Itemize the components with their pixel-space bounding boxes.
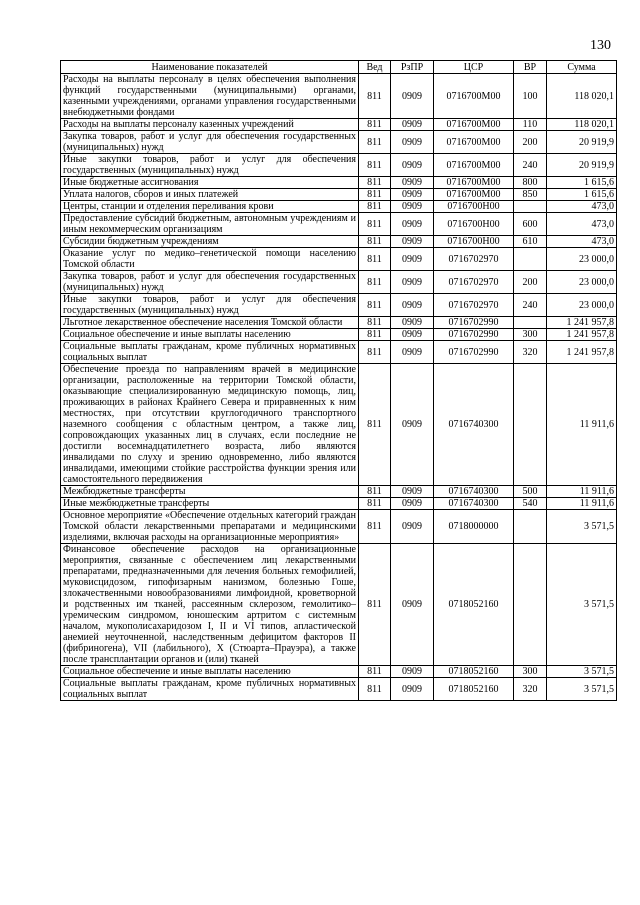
cell-name: Обеспечение проезда по направлениям врачей в медицинские организации, расположенные на территории Томской области, оказывающие специализированную медицинскую помощь, лиц, проживающих в районах Крайнего Севера и приравненных к ним местностях, при отсутствии круглогодичного транспортного наземного сообщения с областным центром, а также лиц, сопровождающих указанных лиц в случаях, если последние не достигли восемнадцатилетнего возраста, либо являются инвалидами по слуху и зрению одновременно, либо являются инвалидами, имеющими стойкие расстройства функции зрения или самостоятельного передвижения	[61, 364, 359, 486]
cell-rzpr: 0909	[391, 119, 434, 131]
cell-name: Социальные выплаты гражданам, кроме публичных нормативных социальных выплат	[61, 678, 359, 701]
cell-name: Уплата налогов, сборов и иных платежей	[61, 189, 359, 201]
cell-rzpr: 0909	[391, 201, 434, 213]
cell-rzpr: 0909	[391, 329, 434, 341]
cell-csr: 0716700М00	[434, 74, 514, 119]
table-row	[61, 678, 617, 701]
cell-ved: 811	[359, 201, 391, 213]
cell-vr: 600	[514, 213, 547, 236]
cell-sum: 23 000,0	[547, 248, 617, 271]
cell-name: Льготное лекарственное обеспечение населения Томской области	[61, 317, 359, 329]
cell-sum: 23 000,0	[547, 271, 617, 294]
cell-ved: 811	[359, 131, 391, 154]
cell-ved: 811	[359, 189, 391, 201]
table-row	[61, 131, 617, 154]
cell-sum: 3 571,5	[547, 678, 617, 701]
cell-ved: 811	[359, 213, 391, 236]
cell-rzpr: 0909	[391, 678, 434, 701]
cell-sum: 11 911,6	[547, 364, 617, 486]
table-row	[61, 271, 617, 294]
cell-rzpr: 0909	[391, 131, 434, 154]
cell-sum: 11 911,6	[547, 486, 617, 498]
table-row	[61, 317, 617, 329]
page-number: 130	[590, 38, 611, 53]
cell-rzpr: 0909	[391, 341, 434, 364]
cell-rzpr: 0909	[391, 177, 434, 189]
cell-name: Иные межбюджетные трансферты	[61, 498, 359, 510]
table-row	[61, 329, 617, 341]
cell-sum: 20 919,9	[547, 131, 617, 154]
cell-rzpr: 0909	[391, 486, 434, 498]
table-row	[61, 213, 617, 236]
cell-ved: 811	[359, 510, 391, 544]
cell-rzpr: 0909	[391, 364, 434, 486]
header-vr: ВР	[514, 61, 547, 74]
cell-csr: 0716740300	[434, 364, 514, 486]
cell-rzpr: 0909	[391, 248, 434, 271]
cell-sum: 20 919,9	[547, 154, 617, 177]
cell-ved: 811	[359, 236, 391, 248]
cell-ved: 811	[359, 364, 391, 486]
cell-csr: 0716702990	[434, 329, 514, 341]
cell-ved: 811	[359, 74, 391, 119]
cell-name: Иные бюджетные ассигнования	[61, 177, 359, 189]
cell-sum: 3 571,5	[547, 510, 617, 544]
table-row	[61, 119, 617, 131]
cell-csr: 0716700М00	[434, 119, 514, 131]
cell-sum: 1 241 957,8	[547, 341, 617, 364]
table-row	[61, 498, 617, 510]
header-rzpr: РзПР	[391, 61, 434, 74]
cell-vr: 320	[514, 678, 547, 701]
cell-sum: 473,0	[547, 236, 617, 248]
cell-csr: 0716700Н00	[434, 213, 514, 236]
cell-rzpr: 0909	[391, 74, 434, 119]
cell-sum: 3 571,5	[547, 666, 617, 678]
cell-vr: 850	[514, 189, 547, 201]
cell-vr	[514, 248, 547, 271]
cell-rzpr: 0909	[391, 317, 434, 329]
cell-csr: 0716740300	[434, 498, 514, 510]
cell-csr: 0716702990	[434, 317, 514, 329]
cell-name: Социальные выплаты гражданам, кроме публичных нормативных социальных выплат	[61, 341, 359, 364]
cell-ved: 811	[359, 498, 391, 510]
cell-name: Социальное обеспечение и иные выплаты населению	[61, 666, 359, 678]
cell-vr: 800	[514, 177, 547, 189]
cell-vr: 200	[514, 271, 547, 294]
cell-rzpr: 0909	[391, 294, 434, 317]
table-row	[61, 486, 617, 498]
header-name: Наименование показателей	[61, 61, 359, 74]
cell-sum: 118 020,1	[547, 74, 617, 119]
cell-ved: 811	[359, 341, 391, 364]
cell-rzpr: 0909	[391, 213, 434, 236]
cell-name: Закупка товаров, работ и услуг для обеспечения государственных (муниципальных) нужд	[61, 131, 359, 154]
cell-name: Закупка товаров, работ и услуг для обеспечения государственных (муниципальных) нужд	[61, 271, 359, 294]
cell-vr: 200	[514, 131, 547, 154]
table-row	[61, 248, 617, 271]
cell-csr: 0718052160	[434, 544, 514, 666]
header-sum: Сумма	[547, 61, 617, 74]
cell-rzpr: 0909	[391, 498, 434, 510]
cell-csr: 0718000000	[434, 510, 514, 544]
cell-csr: 0716702970	[434, 248, 514, 271]
table-row	[61, 544, 617, 666]
cell-sum: 1 241 957,8	[547, 329, 617, 341]
cell-vr	[514, 510, 547, 544]
cell-csr: 0716700Н00	[434, 201, 514, 213]
cell-vr: 240	[514, 294, 547, 317]
cell-rzpr: 0909	[391, 666, 434, 678]
table-row	[61, 177, 617, 189]
cell-csr: 0716740300	[434, 486, 514, 498]
cell-csr: 0716702970	[434, 294, 514, 317]
cell-rzpr: 0909	[391, 544, 434, 666]
table-row	[61, 189, 617, 201]
cell-name: Финансовое обеспечение расходов на организационные мероприятия, связанные с обеспечением лиц лекарственными препаратами, предназначенными для лечения больных гемофилией, муковисцидозом, гипофизарным нанизмом, болезнью Гоше, злокачественными новообразованиями лимфоидной, кроветворной и родственных им тканей, рассеянным склерозом, гемолитико–уремическим синдромом, юношеским артритом с системным началом, мукополисахаридозом I, II и VI типов, апластической анемией неуточненной, наследственным дефицитом факторов II (фибриногена), VII (лабильного), X (Стюарта–Прауэра), а также после трансплантации органов и (или) тканей	[61, 544, 359, 666]
cell-ved: 811	[359, 678, 391, 701]
table-row	[61, 510, 617, 544]
cell-name: Межбюджетные трансферты	[61, 486, 359, 498]
table-row	[61, 74, 617, 119]
cell-rzpr: 0909	[391, 154, 434, 177]
cell-name: Оказание услуг по медико–генетической помощи населению Томской области	[61, 248, 359, 271]
cell-vr: 320	[514, 341, 547, 364]
cell-vr: 110	[514, 119, 547, 131]
cell-name: Иные закупки товаров, работ и услуг для обеспечения государственных (муниципальных) нужд	[61, 294, 359, 317]
table-row	[61, 236, 617, 248]
cell-csr: 0718052160	[434, 678, 514, 701]
cell-vr	[514, 364, 547, 486]
cell-ved: 811	[359, 154, 391, 177]
table-row	[61, 201, 617, 213]
cell-csr: 0716700М00	[434, 131, 514, 154]
cell-sum: 1 615,6	[547, 177, 617, 189]
cell-ved: 811	[359, 329, 391, 341]
cell-ved: 811	[359, 666, 391, 678]
cell-ved: 811	[359, 486, 391, 498]
cell-sum: 118 020,1	[547, 119, 617, 131]
cell-name: Социальное обеспечение и иные выплаты населению	[61, 329, 359, 341]
cell-ved: 811	[359, 294, 391, 317]
cell-csr: 0716700Н00	[434, 236, 514, 248]
cell-vr: 540	[514, 498, 547, 510]
cell-name: Субсидии бюджетным учреждениям	[61, 236, 359, 248]
cell-vr: 300	[514, 329, 547, 341]
cell-ved: 811	[359, 248, 391, 271]
cell-sum: 1 615,6	[547, 189, 617, 201]
table-row	[61, 666, 617, 678]
cell-name: Расходы на выплаты персоналу в целях обеспечения выполнения функций государственными (муниципальными) органами, казенными учреждениями, органами управления государственными внебюджетными фондами	[61, 74, 359, 119]
header-ved: Вед	[359, 61, 391, 74]
cell-ved: 811	[359, 177, 391, 189]
cell-csr: 0716702970	[434, 271, 514, 294]
cell-ved: 811	[359, 317, 391, 329]
cell-vr	[514, 201, 547, 213]
header-csr: ЦСР	[434, 61, 514, 74]
cell-vr: 100	[514, 74, 547, 119]
cell-name: Центры, станции и отделения переливания крови	[61, 201, 359, 213]
cell-csr: 0716700М00	[434, 177, 514, 189]
budget-table	[60, 60, 617, 701]
cell-ved: 811	[359, 271, 391, 294]
cell-name: Предоставление субсидий бюджетным, автономным учреждениям и иным некоммерческим организациям	[61, 213, 359, 236]
cell-name: Расходы на выплаты персоналу казенных учреждений	[61, 119, 359, 131]
cell-sum: 1 241 957,8	[547, 317, 617, 329]
cell-ved: 811	[359, 119, 391, 131]
table-header-row	[61, 61, 617, 74]
table-row	[61, 341, 617, 364]
cell-vr: 500	[514, 486, 547, 498]
cell-csr: 0716700М00	[434, 154, 514, 177]
cell-csr: 0716702990	[434, 341, 514, 364]
cell-rzpr: 0909	[391, 189, 434, 201]
cell-sum: 473,0	[547, 213, 617, 236]
cell-sum: 473,0	[547, 201, 617, 213]
cell-vr	[514, 544, 547, 666]
cell-vr: 240	[514, 154, 547, 177]
cell-name: Основное мероприятие «Обеспечение отдельных категорий граждан Томской области лекарственными препаратами и медицинскими изделиями, включая расходы на организационные мероприятия»	[61, 510, 359, 544]
cell-rzpr: 0909	[391, 510, 434, 544]
cell-sum: 23 000,0	[547, 294, 617, 317]
cell-sum: 11 911,6	[547, 498, 617, 510]
cell-vr	[514, 317, 547, 329]
cell-rzpr: 0909	[391, 236, 434, 248]
table-row	[61, 364, 617, 486]
table-row	[61, 294, 617, 317]
cell-vr: 300	[514, 666, 547, 678]
cell-vr: 610	[514, 236, 547, 248]
cell-name: Иные закупки товаров, работ и услуг для обеспечения государственных (муниципальных) нужд	[61, 154, 359, 177]
cell-csr: 0716700М00	[434, 189, 514, 201]
cell-ved: 811	[359, 544, 391, 666]
table-row	[61, 154, 617, 177]
table-body	[61, 74, 617, 701]
cell-sum: 3 571,5	[547, 544, 617, 666]
cell-csr: 0718052160	[434, 666, 514, 678]
cell-rzpr: 0909	[391, 271, 434, 294]
